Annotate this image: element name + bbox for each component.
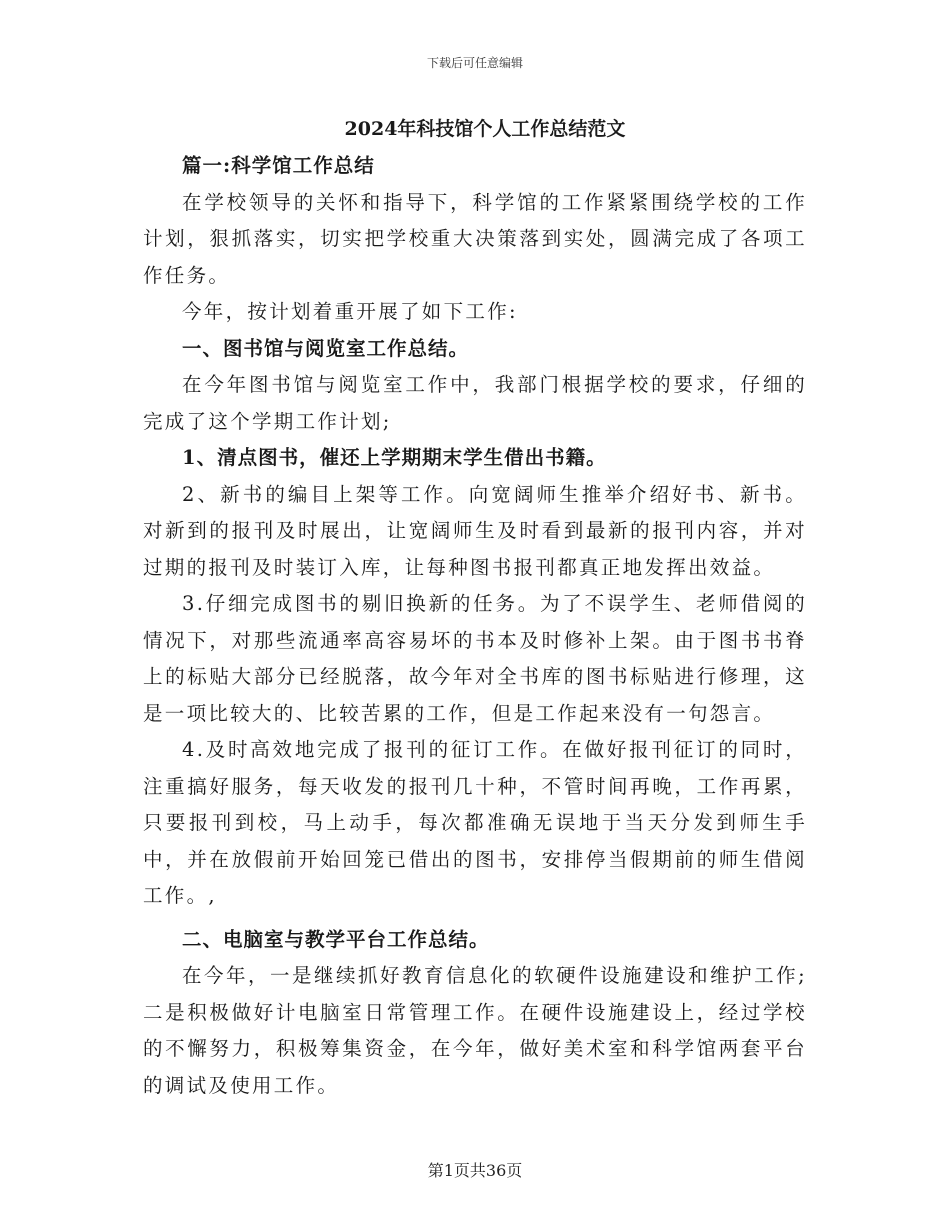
- section-heading-1: 篇一:科学馆工作总结: [182, 154, 375, 177]
- item-2-paragraph: 2、新书的编目上架等工作。向宽阔师生推举介绍好书、新书。对新到的报刊及时展出，让宽阔师生及时看到最新的报刊内容，并对过期的报刊及时装订入库，让每种图书报刊都真正地发挥出效益。: [143, 482, 807, 579]
- paragraph-plan: 今年，按计划着重开展了如下工作:: [182, 300, 518, 323]
- document-body: [143, 112, 807, 1104]
- subheading-library: 一、图书馆与阅览室工作总结。: [182, 336, 470, 360]
- subheading-computer-room: 二、电脑室与教学平台工作总结。: [182, 927, 490, 951]
- item-1-heading: 1、清点图书，催还上学期期末学生借出书籍。: [182, 446, 607, 469]
- header-note: 下载后可任意编辑: [426, 56, 523, 70]
- paragraph-computer-room: 在今年，一是继续抓好教育信息化的软硬件设施建设和维护工作;二是积极做好计电脑室日常管理工作。在硬件设施建设上，经过学校的不懈努力，积极筹集资金，在今年，做好美术室和科学馆两套平台的调试及使用工作。: [143, 964, 807, 1097]
- page-number: 第1页共36页: [427, 1161, 523, 1180]
- item-4-paragraph: 4.及时高效地完成了报刊的征订工作。在做好报刊征订的同时，注重搞好服务，每天收发的报刊几十种，不管时间再晚，工作再累，只要报刊到校，马上动手，每次都准确无误地于当天分发到师生手中，并在放假前开始回笼已借出的图书，安排停当假期前的师生借阅工作。,: [143, 738, 807, 907]
- item-3-paragraph: 3.仔细完成图书的剔旧换新的任务。为了不误学生、老师借阅的情况下，对那些流通率高容易坏的书本及时修补上架。由于图书书脊上的标贴大部分已经脱落，故今年对全书库的图书标贴进行修理，这是一项比较大的、比较苦累的工作，但是工作起来没有一句怨言。: [143, 592, 807, 725]
- paragraph-library: 在今年图书馆与阅览室工作中，我部门根据学校的要求，仔细的完成了这个学期工作计划;: [143, 373, 807, 433]
- document-title: 2024年科技馆个人工作总结范文: [344, 118, 626, 140]
- paragraph-intro: 在学校领导的关怀和指导下，科学馆的工作紧紧围绕学校的工作计划，狠抓落实，切实把学校重大决策落到实处，圆满完成了各项工作任务。: [143, 190, 807, 287]
